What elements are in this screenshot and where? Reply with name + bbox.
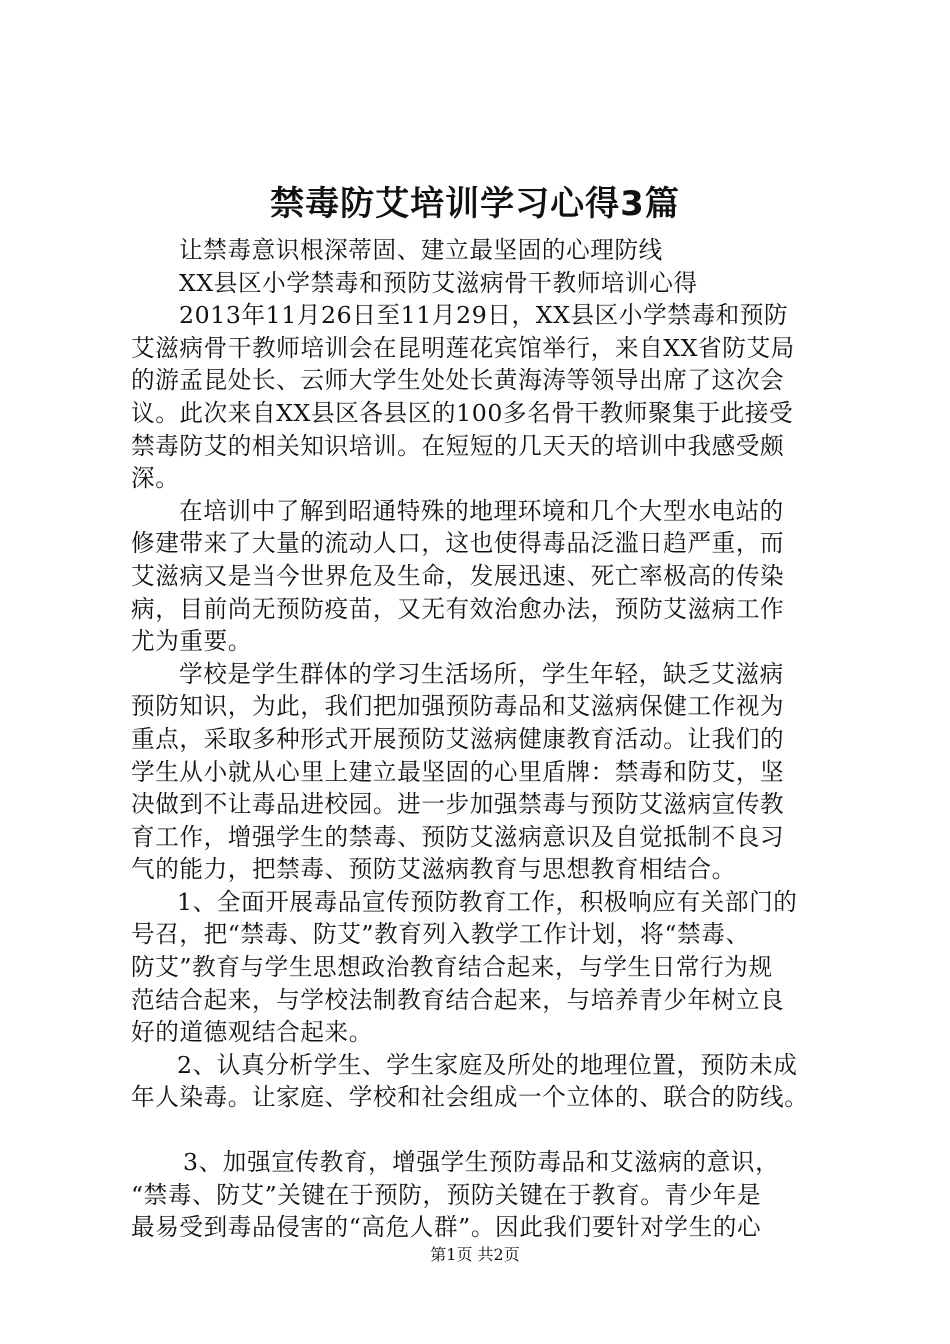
- paragraph-line: 最易受到毒品侵害的“高危人群”。因此我们要针对学生的心: [131, 1213, 762, 1242]
- paragraph-line: 2013年11月26日至11月29日，XX县区小学禁毒和预防: [179, 301, 789, 330]
- paragraph-line: 年人染毒。让家庭、学校和社会组成一个立体的、联合的防线。: [131, 1083, 809, 1112]
- paragraph-line: 修建带来了大量的流动人口，这也使得毒品泛滥日趋严重，而: [131, 529, 785, 558]
- paragraph-line: 艾滋病又是当今世界危及生命，发展迅速、死亡率极高的传染: [131, 561, 785, 590]
- paragraph-line: 3、加强宣传教育，增强学生预防毒品和艾滋病的意识，: [183, 1148, 780, 1177]
- subtitle-line: 让禁毒意识根深蒂固、建立最坚固的心理防线: [179, 236, 663, 264]
- paragraph-line: 育工作，增强学生的禁毒、预防艾滋病意识及自觉抵制不良习: [131, 822, 785, 851]
- paragraph-line: 好的道德观结合起来。: [131, 1018, 373, 1047]
- document-title: 禁毒防艾培训学习心得3篇: [270, 184, 680, 224]
- paragraph-line: 气的能力，把禁毒、预防艾滋病教育与思想教育相结合。: [131, 855, 736, 884]
- paragraph-line: “禁毒、防艾”关键在于预防，预防关键在于教育。青少年是: [131, 1180, 762, 1209]
- paragraph-line: 学校是学生群体的学习生活场所，学生年轻，缺乏艾滋病: [179, 659, 784, 688]
- paragraph-line: 深。: [131, 464, 180, 493]
- document-body: [131, 234, 831, 1244]
- paragraph-line: 的游孟昆处长、云师大学生处处长黄海涛等领导出席了这次会: [131, 366, 785, 395]
- blank-line: [131, 1114, 831, 1146]
- paragraph-line: 预防知识，为此，我们把加强预防毒品和艾滋病保健工作视为: [131, 692, 785, 721]
- paragraph-line: 范结合起来，与学校法制教育结合起来，与培养青少年树立良: [131, 985, 785, 1014]
- paragraph-line: 艾滋病骨干教师培训会在昆明莲花宾馆举行，来自XX省防艾局: [131, 333, 795, 362]
- subtitle-line: XX县区小学禁毒和预防艾滋病骨干教师培训心得: [179, 268, 698, 297]
- paragraph-line: 议。此次来自XX县区各县区的100多名骨干教师聚集于此接受: [131, 398, 794, 427]
- paragraph-line: 在培训中了解到昭通特殊的地理环境和几个大型水电站的: [179, 496, 784, 525]
- paragraph-line: 禁毒防艾的相关知识培训。在短短的几天天的培训中我感受颇: [131, 431, 785, 460]
- paragraph-line: 决做到不让毒品进校园。进一步加强禁毒与预防艾滋病宣传教: [131, 790, 785, 819]
- paragraph-line: 1、全面开展毒品宣传预防教育工作，积极响应有关部门的: [177, 887, 798, 916]
- paragraph-line: 2、认真分析学生、学生家庭及所处的地理位置，预防未成: [177, 1050, 798, 1079]
- page-footer: 第1页 共2页: [430, 1245, 520, 1264]
- paragraph-line: 防艾”教育与学生思想政治教育结合起来，与学生日常行为规: [131, 953, 773, 982]
- paragraph-line: 病，目前尚无预防疫苗，又无有效治愈办法，预防艾滋病工作: [131, 594, 785, 623]
- paragraph-line: 号召，把“禁毒、防艾”教育列入教学工作计划，将“禁毒、: [131, 920, 750, 949]
- paragraph-line: 尤为重要。: [131, 627, 252, 656]
- paragraph-line: 重点，采取多种形式开展预防艾滋病健康教育活动。让我们的: [131, 724, 785, 753]
- paragraph-line: 学生从小就从心里上建立最坚固的心里盾牌：禁毒和防艾，坚: [131, 757, 785, 786]
